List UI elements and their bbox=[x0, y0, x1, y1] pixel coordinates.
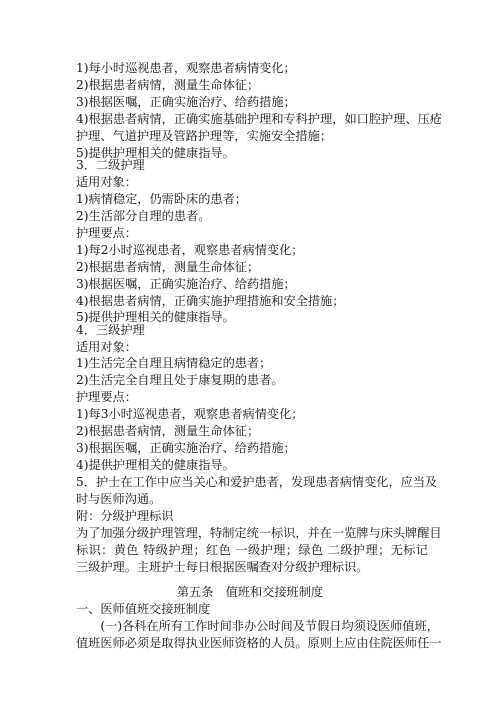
text-line: 标识：黄色 特级护理；红色 一级护理；绿色 二级护理；无标记 bbox=[76, 543, 428, 557]
text-line: 2)根据患者病情，测量生命体征； bbox=[76, 78, 260, 92]
text-line: 三级护理。主班护士每日根据医嘱查对分级护理标识。 bbox=[76, 560, 369, 574]
text-line: 3)根据医嘱，正确实施治疗、给药措施； bbox=[76, 95, 296, 109]
text-line: 5)提供护理相关的健康指导。 bbox=[76, 146, 235, 160]
text-line: 护理要点： bbox=[76, 226, 137, 240]
text-line: 2)生活部分自理的患者。 bbox=[76, 209, 211, 223]
text-line: 护理、气道护理及管路护理等，实施安全措施； bbox=[76, 129, 332, 143]
text-line: 时与医师沟通。 bbox=[76, 492, 162, 506]
text-line: 值班医师必须是取得执业医师资格的人员。原则上应由住院医师任一 bbox=[76, 636, 442, 650]
text-line: 1)生活完全自理且病情稳定的患者； bbox=[76, 356, 272, 370]
text-line: 2)根据患者病情，测量生命体征； bbox=[76, 260, 260, 274]
text-line: 1)病情稳定，仍需卧床的患者； bbox=[76, 192, 247, 206]
text-line: 4)提供护理相关的健康指导。 bbox=[76, 458, 235, 472]
article-heading: 第五条 值班和交接班制度 bbox=[176, 585, 324, 599]
text-line: (一)各科在所有工作时间非办公时间及节假日均须设医师值班， bbox=[76, 619, 439, 633]
text-line: 4)根据患者病情，正确实施护理措施和安全措施； bbox=[76, 294, 345, 308]
text-line: 1)每2小时巡视患者，观察患者病情变化； bbox=[76, 243, 304, 257]
text-line: 5)提供护理相关的健康指导。 bbox=[76, 310, 235, 324]
text-line: 1)每小时巡视患者，观察患者病情变化； bbox=[76, 61, 296, 75]
text-line: 适用对象： bbox=[76, 340, 137, 354]
text-line: 附：分级护理标识 bbox=[76, 509, 174, 523]
text-line: 2)生活完全自理且处于康复期的患者。 bbox=[76, 373, 284, 387]
text-line: 3)根据医嘱，正确实施治疗、给药措施； bbox=[76, 277, 296, 291]
text-line: 2)根据患者病情，测量生命体征； bbox=[76, 424, 260, 438]
text-line: 适用对象： bbox=[76, 175, 137, 189]
text-line: 3)根据医嘱，正确实施治疗、给药措施； bbox=[76, 441, 296, 455]
section-heading-level2: 3．二级护理 bbox=[76, 158, 145, 172]
text-line: 护理要点： bbox=[76, 390, 137, 404]
text-line: 为了加强分级护理管理，特制定统一标识，并在一览牌与床头牌醒目 bbox=[76, 526, 442, 540]
section-heading-level3: 4．三级护理 bbox=[76, 323, 145, 337]
subsection-heading: 一、医师值班交接班制度 bbox=[76, 602, 211, 616]
text-line: 5．护士在工作中应当关心和爱护患者，发现患者病情变化，应当及 bbox=[76, 475, 438, 489]
text-line: 1)每3小时巡视患者，观察患者病情变化； bbox=[76, 407, 304, 421]
text-line: 4)根据患者病情，正确实施基础护理和专科护理，如口腔护理、压疮 bbox=[76, 112, 442, 126]
